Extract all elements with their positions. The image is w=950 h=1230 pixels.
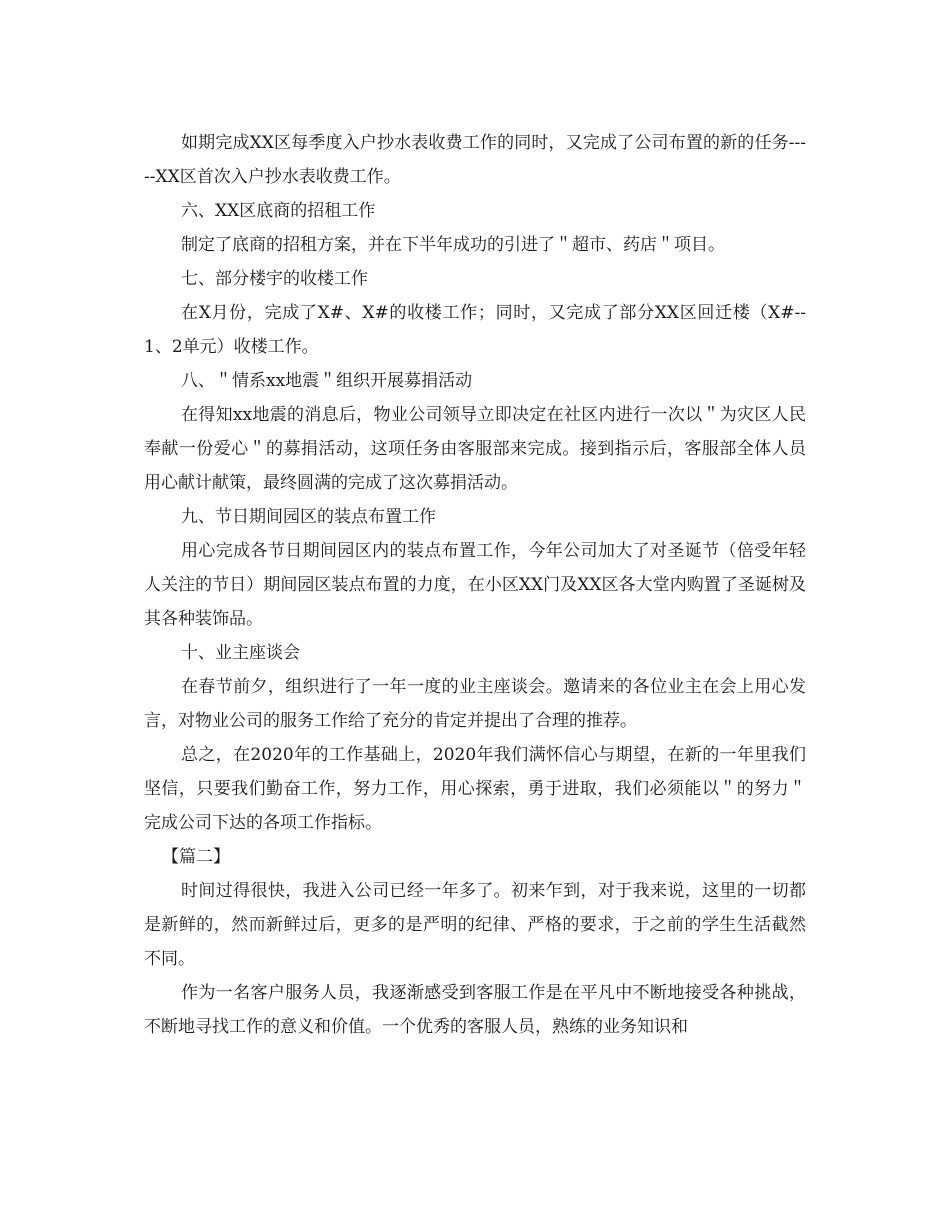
part-heading: 【篇二】 — [162, 847, 230, 867]
section-heading: 六、XX区底商的招租工作 — [181, 201, 376, 221]
paragraph: 作为一名客户服务人员，我逐渐感受到客服工作是在平凡中不断地接受各种挑战，不断地寻找工作的意义和价值。一个优秀的客服人员，熟练的业务知识和 — [144, 983, 806, 1037]
document-body — [144, 126, 806, 1044]
paragraph: 在春节前夕，组织进行了一年一度的业主座谈会。邀请来的各位业主在会上用心发言，对物业公司的服务工作给了充分的肯定并提出了合理的推荐。 — [144, 677, 806, 731]
paragraph: 用心完成各节日期间园区内的装点布置工作，今年公司加大了对圣诞节（倍受年轻人关注的节日）期间园区装点布置的力度，在小区XX门及XX区各大堂内购置了圣诞树及其各种装饰品。 — [144, 541, 806, 629]
section-heading: 七、部分楼宇的收楼工作 — [181, 269, 368, 289]
section-heading: 九、节日期间园区的装点布置工作 — [181, 507, 436, 527]
paragraph: 总之，在2020年的工作基础上，2020年我们满怀信心与期望，在新的一年里我们坚信，只要我们勤奋工作，努力工作，用心探索，勇于进取，我们必须能以＂的努力＂完成公司下达的各项工作指标。 — [144, 745, 806, 833]
paragraph: 在X月份，完成了X#、X#的收楼工作；同时，又完成了部分XX区回迁楼（X#--1、2单元）收楼工作。 — [144, 303, 806, 357]
paragraph: 时间过得很快，我进入公司已经一年多了。初来乍到，对于我来说，这里的一切都是新鲜的，然而新鲜过后，更多的是严明的纪律、严格的要求，于之前的学生生活截然不同。 — [144, 881, 806, 969]
paragraph: 制定了底商的招租方案，并在下半年成功的引进了＂超市、药店＂项目。 — [181, 235, 725, 255]
paragraph: 如期完成XX区每季度入户抄水表收费工作的同时，又完成了公司布置的新的任务-----XX区首次入户抄水表收费工作。 — [144, 133, 806, 187]
section-heading: 十、业主座谈会 — [181, 643, 300, 663]
paragraph: 在得知xx地震的消息后，物业公司领导立即决定在社区内进行一次以＂为灾区人民奉献一份爱心＂的募捐活动，这项任务由客服部来完成。接到指示后，客服部全体人员用心献计献策，最终圆满的完成了这次募捐活动。 — [144, 405, 806, 493]
section-heading: 八、＂情系xx地震＂组织开展募捐活动 — [181, 371, 473, 391]
